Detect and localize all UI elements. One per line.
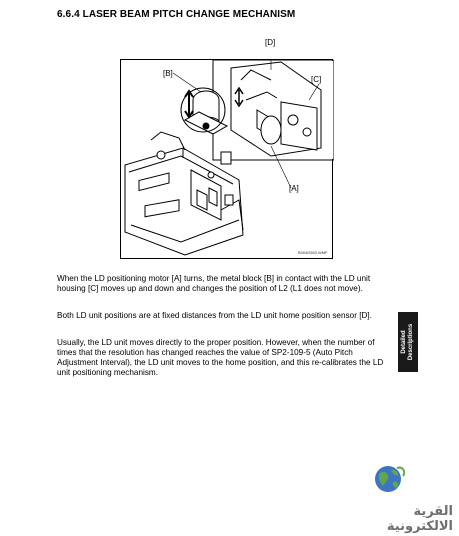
- paragraph-2: Both LD unit positions are at fixed distances from the LD unit home position sensor [D].: [57, 311, 372, 320]
- paragraph-3: Usually, the LD unit moves directly to the proper position. However, when the number of times that the resolution has changed reaches the value of SP2-109-5 (Auto Pitch Adjustment Interval), the LD unit moves to the home position, and this re-calibrates the LD unit positioning mechanism.: [57, 338, 384, 377]
- side-tab-detailed-descriptions: [398, 312, 418, 372]
- callout-d: [D]: [265, 38, 276, 47]
- side-tab-line-1: Detailed: [401, 330, 407, 354]
- side-tab-line-2: Descriptions: [408, 323, 414, 361]
- callout-a: [A]: [289, 184, 299, 193]
- callout-b: [B]: [163, 69, 173, 78]
- figure-code: B004D563.WMF: [298, 250, 328, 255]
- paragraph-1: When the LD positioning motor [A] turns, the metal block [B] in contact with the LD unit housing [C] moves up and down and changes the position of L2 (L1 does not move).: [57, 274, 371, 293]
- mechanism-drawing: [121, 60, 334, 260]
- globe-logo-icon: [373, 462, 407, 496]
- callout-c: [C]: [311, 75, 322, 84]
- mechanism-figure: [120, 59, 333, 259]
- section-title: 6.6.4 LASER BEAM PITCH CHANGE MECHANISM: [57, 9, 296, 20]
- logo-wordmark: القرية الالكترونية: [386, 504, 453, 534]
